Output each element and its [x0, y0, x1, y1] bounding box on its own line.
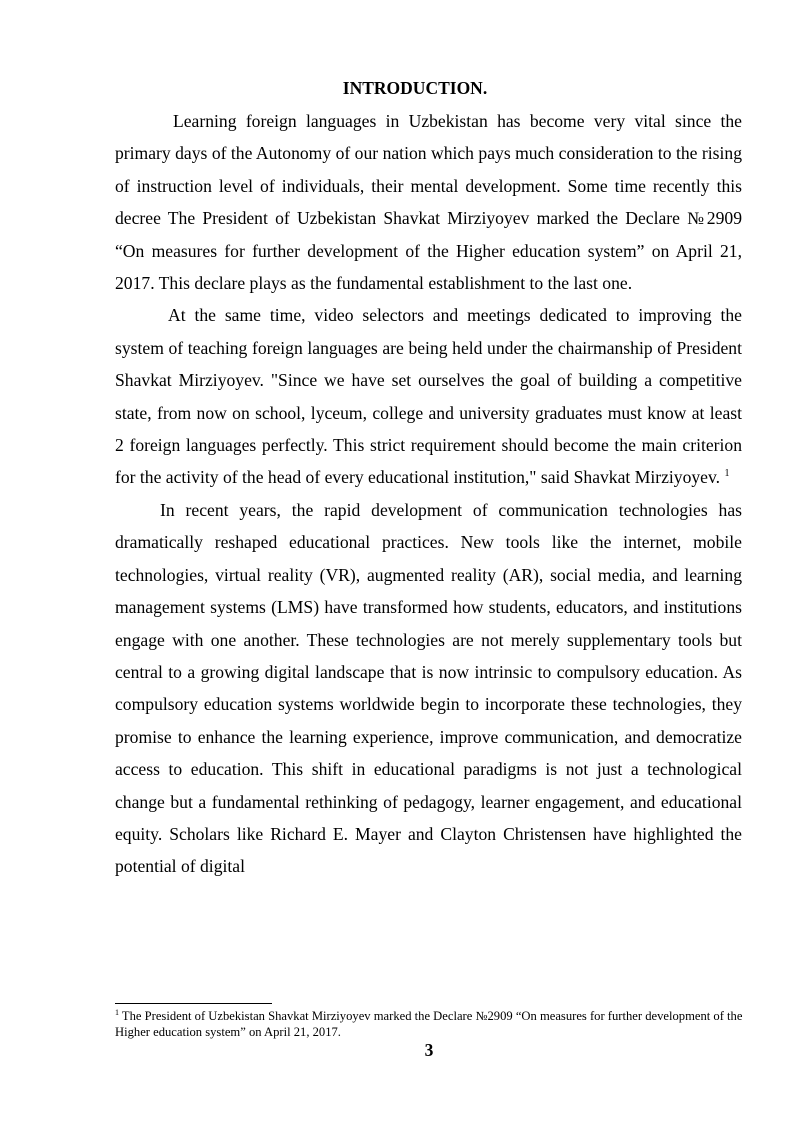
- footnote-reference[interactable]: 1: [724, 468, 730, 480]
- paragraph-3: In recent years, the rapid development of communication technologies has dramatically reshaped educational practices. New tools like the internet, mobile technologies, virtual reality (VR), augmented reality (AR), social media, and learning management systems (LMS) have transformed how students, educators, and institutions engage with one another. These technologies are not merely supplementary tools but central to a growing digital landscape that is now intrinsic to compulsory education. As compulsory education systems worldwide begin to incorporate these technologies, they promise to enhance the learning experience, improve communication, and democratize access to education. This shift in educational paradigms is not just a technological change but a fundamental rethinking of pedagogy, learner engagement, and educational equity. Scholars like Richard E. Mayer and Clayton Christensen have highlighted the potential of digital: [115, 499, 742, 877]
- section-title: INTRODUCTION.: [342, 78, 488, 98]
- page-number: 3: [424, 1040, 434, 1060]
- paragraph-1: Learning foreign languages in Uzbekistan has become very vital since the primary days of the Autonomy of our nation which pays much consideration to the rising of instruction level of individuals, their mental development. Some time recently this decree The President of Uzbekistan Shavkat Mirziyoyev marked the Declare №2909 “On measures for further development of the Higher education system” on April 21, 2017. This declare plays as the fundamental establishment to the last one.: [115, 111, 742, 294]
- paragraph-2: [115, 299, 742, 493]
- footnote: [115, 1009, 755, 1040]
- paragraph-2-text: At the same time, video selectors and meetings dedicated to improving the system of teaching foreign languages are being held under the chairmanship of President Shavkat Mirziyoyev. "Since we have set ourselves the goal of building a competitive state, from now on school, lyceum, college and university graduates must know at least 2 foreign languages perfectly. This strict requirement should become the main criterion for the activity of the head of every educational institution," said Shavkat Mirziyoyev.: [115, 305, 742, 488]
- footnote-mark: 1: [115, 1007, 119, 1017]
- footnote-text: The President of Uzbekistan Shavkat Mirziyoyev marked the Declare №2909 “On measures for further development of the Higher education system” on April 21, 2017.: [115, 1009, 743, 1039]
- footnote-separator: [115, 1003, 272, 1004]
- body-text: [115, 105, 742, 883]
